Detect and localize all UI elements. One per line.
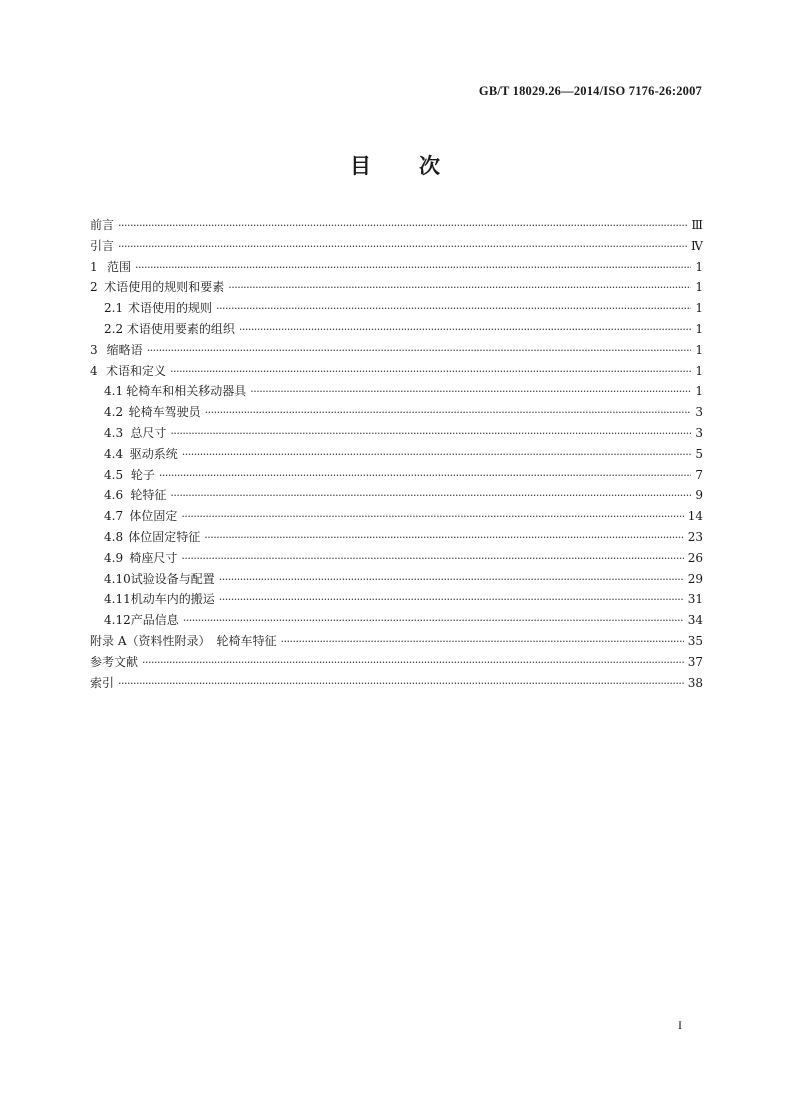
- toc-number: 4.1: [104, 384, 124, 399]
- toc-page-number: 1: [695, 384, 703, 399]
- toc-leader-dots: [181, 549, 683, 570]
- toc-page-number: 9: [695, 488, 703, 503]
- toc-number: 4.11: [104, 592, 131, 607]
- toc-title: 术语使用要素的组织: [126, 321, 235, 336]
- toc-title: 参考文献: [90, 654, 139, 669]
- page-number: I: [678, 1018, 682, 1032]
- toc-entry-bibliography[interactable]: [90, 652, 703, 673]
- toc-number: 4: [90, 363, 98, 378]
- toc-title: 缩略语: [106, 342, 143, 357]
- toc-page-number: 29: [687, 571, 703, 586]
- toc-page-number: 3: [695, 425, 703, 440]
- toc-page-number: 34: [687, 613, 703, 628]
- toc-leader-dots: [182, 445, 692, 466]
- toc-entry-4-7[interactable]: [90, 506, 703, 527]
- toc-number: 3: [90, 342, 98, 357]
- toc-number: 4.4: [104, 446, 124, 461]
- toc-title: 轮特征: [130, 488, 167, 503]
- toc-entry-4-10[interactable]: [90, 569, 703, 590]
- toc-page-number: 37: [687, 654, 703, 669]
- toc-leader-dots: [147, 341, 692, 362]
- toc-page-number: 26: [687, 550, 703, 565]
- toc-number: 2.2: [104, 321, 124, 336]
- toc-number: 2: [90, 280, 98, 295]
- toc-entry-4-12[interactable]: [90, 610, 703, 631]
- toc-title: 前言: [90, 218, 115, 232]
- toc-leader-dots: [250, 382, 691, 403]
- toc-page-number: 5: [695, 446, 703, 461]
- toc-leader-dots: [159, 466, 691, 487]
- toc-title: 产品信息: [130, 613, 179, 628]
- toc-number: 4.5: [104, 467, 124, 482]
- toc-page-number: 1: [695, 363, 703, 378]
- toc-number: 4.10: [104, 571, 131, 586]
- toc-number: 4.6: [104, 488, 124, 503]
- toc-page-number: 3: [695, 405, 703, 420]
- toc-title: 椅座尺寸: [129, 550, 178, 565]
- standard-code: GB/T 18029.26—2014/ISO 7176-26:2007: [478, 84, 702, 98]
- toc-entry-4-8[interactable]: [90, 527, 703, 548]
- toc-entry-4-1[interactable]: [90, 381, 703, 402]
- toc-title: 附录 A（资料性附录） 轮椅车特征: [90, 633, 277, 648]
- toc-leader-dots: [142, 653, 684, 674]
- toc-page-number: 1: [695, 342, 703, 357]
- toc-leader-dots: [216, 299, 691, 320]
- toc-leader-dots: [280, 632, 683, 653]
- toc-page-number: 7: [695, 467, 703, 482]
- toc-leader-dots: [219, 570, 684, 591]
- toc-number: 1: [90, 259, 98, 274]
- toc-leader-dots: [239, 320, 691, 341]
- toc-title: 范围: [107, 259, 132, 274]
- toc-entry-foreword[interactable]: [90, 215, 703, 236]
- toc-entry-2-2[interactable]: [90, 319, 703, 340]
- toc-leader-dots: [170, 362, 691, 383]
- toc-page-number: 1: [695, 259, 703, 274]
- toc-page-number: 35: [687, 633, 703, 648]
- toc-leader-dots: [118, 674, 684, 695]
- toc-leader-dots: [181, 507, 683, 528]
- toc-leader-dots: [118, 216, 687, 237]
- toc-entry-4-9[interactable]: [90, 548, 703, 569]
- toc-leader-dots: [135, 258, 691, 279]
- toc-title: 试验设备与配置: [130, 571, 215, 586]
- toc-title: 轮子: [130, 467, 155, 482]
- toc-entry-4-2[interactable]: [90, 402, 703, 423]
- toc-page-number: Ⅲ: [691, 218, 703, 232]
- toc-leader-dots: [183, 611, 684, 632]
- toc-page-number: 1: [695, 301, 703, 316]
- toc-number: 4.9: [104, 550, 124, 565]
- page-title: 目 次: [350, 154, 442, 178]
- toc-title: 引言: [90, 238, 115, 253]
- toc-title: 术语使用的规则: [128, 301, 213, 316]
- toc-title: 轮椅车驾驶员: [128, 405, 201, 420]
- toc-entry-2-1[interactable]: [90, 298, 703, 319]
- toc-entry-4-6[interactable]: [90, 485, 703, 506]
- toc-entry-introduction[interactable]: [90, 236, 703, 257]
- toc-leader-dots: [118, 237, 687, 258]
- toc-page-number: 1: [695, 321, 703, 336]
- toc-number: 4.3: [104, 425, 124, 440]
- toc-leader-dots: [170, 486, 691, 507]
- toc-page-number: Ⅳ: [691, 238, 703, 253]
- toc-title: 总尺寸: [130, 425, 167, 440]
- toc-title: 术语和定义: [105, 363, 166, 378]
- toc-page-number: 14: [687, 509, 703, 524]
- toc-page-number: 31: [687, 592, 703, 607]
- toc-page-number: 1: [695, 280, 703, 295]
- toc-number: 4.12: [104, 613, 131, 628]
- toc-leader-dots: [170, 424, 691, 445]
- toc-number: 2.1: [104, 301, 124, 316]
- toc-entry-4-4[interactable]: [90, 444, 703, 465]
- table-of-contents: [90, 215, 703, 693]
- toc-number: 4.2: [104, 405, 124, 420]
- toc-entry-index[interactable]: [90, 673, 703, 694]
- toc-title: 机动车内的搬运: [130, 592, 215, 607]
- toc-entry-4-11[interactable]: [90, 589, 703, 610]
- toc-entry-4-3[interactable]: [90, 423, 703, 444]
- toc-title: 驱动系统: [129, 446, 178, 461]
- toc-leader-dots: [204, 528, 683, 549]
- toc-entry-4[interactable]: [90, 361, 703, 382]
- toc-entry-1[interactable]: [90, 257, 703, 278]
- toc-title: 体位固定: [129, 509, 178, 524]
- toc-number: 4.8: [104, 529, 124, 544]
- toc-leader-dots: [205, 403, 692, 424]
- toc-page-number: 38: [687, 675, 703, 690]
- toc-entry-4-5[interactable]: [90, 465, 703, 486]
- toc-number: 4.7: [104, 509, 124, 524]
- toc-page-number: 23: [687, 529, 703, 544]
- toc-entry-annex-a[interactable]: [90, 631, 703, 652]
- toc-entry-3[interactable]: [90, 340, 703, 361]
- toc-leader-dots: [219, 590, 684, 611]
- toc-leader-dots: [228, 278, 691, 299]
- toc-title: 术语使用的规则和要素: [104, 280, 225, 295]
- toc-title: 轮椅车和相关移动器具: [126, 384, 247, 399]
- toc-title: 体位固定特征: [128, 529, 201, 544]
- toc-title: 索引: [90, 675, 115, 690]
- toc-entry-2[interactable]: [90, 277, 703, 298]
